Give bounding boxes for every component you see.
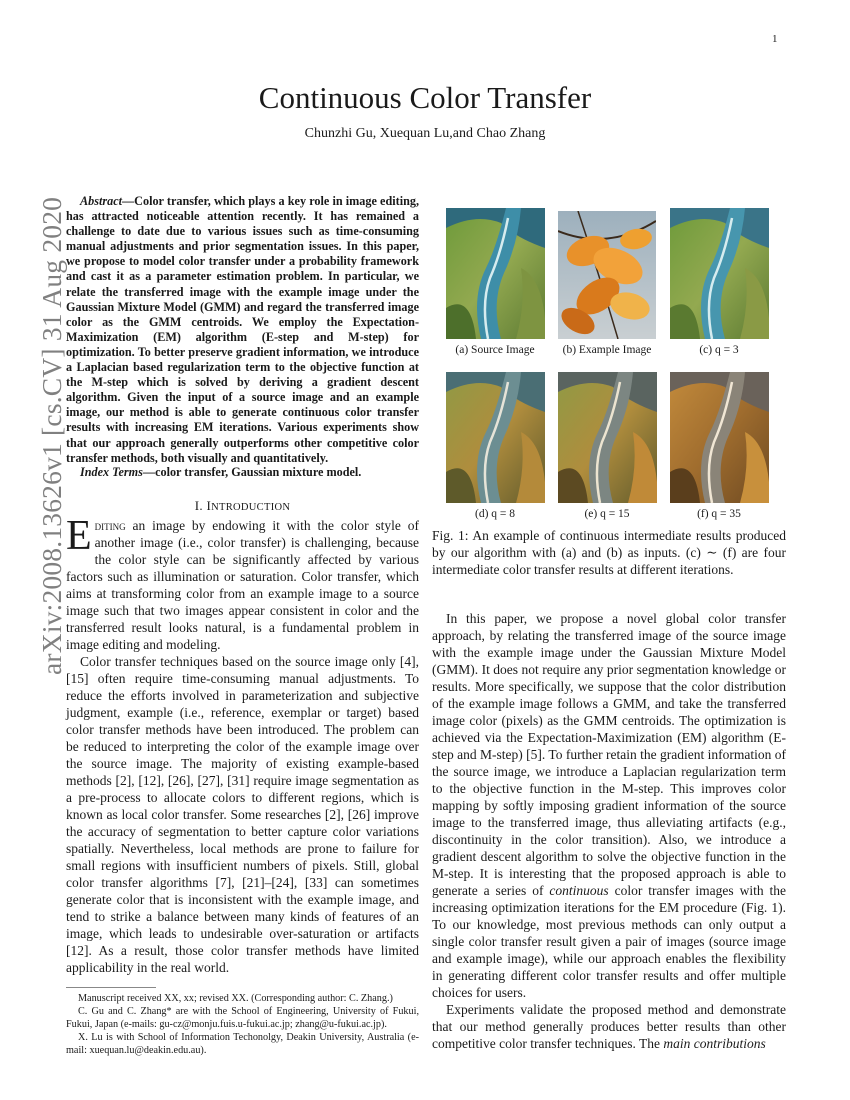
subcaption-a: (a) Source Image	[455, 344, 535, 356]
section-title-rest: NTRODUCTION	[211, 502, 291, 513]
index-terms	[66, 465, 419, 480]
figure-image-q8	[446, 372, 545, 503]
intro-p1-rest: an image by endowing it with the color style of another image (i.e., color transfer) is challenging, because the color style can be significantly affected by various factors such as illumination or saturation. Color transfer, which aims at transforming color from an example image to a source image such that two images appear consistent in color and the transferred result looks natural, is a fundamental problem in image editing and modeling.	[66, 518, 419, 652]
right-paragraph-2	[432, 1001, 786, 1052]
subcaption-e: (e) q = 15	[584, 508, 630, 520]
right-p1-part-a: In this paper, we propose a novel global color transfer approach, by relating the transferred image of the source image with the example image under the Gaussian Mixture Model (GMM). It does not require any prior segmentation knowledge or results. More specifically, we suppose that the color distribution of the example image follows a GMM, and take the transferred image color (pixels) as the GMM centroids. The optimization is achieved via the Expectation-Maximization (EM) algorithm (E-step and M-step) [5]. To further retain the gradient information of the source image, we introduce a Laplacian regularization term to the objective function in the M-step. This improves color mapping by softly imposing gradient information of the source image to the transferred image, thus alleviating artifacts (e.g., discontinuity in the color transition). Also, we introduce a gradient descent algorithm to solve the objective function in the M-step. It is interesting that the proposed approach is able to generate a series of	[432, 611, 786, 898]
section-heading-introduction	[66, 498, 419, 514]
right-paragraph-1	[432, 610, 786, 1001]
introduction-text	[66, 513, 419, 976]
paper-authors: Chunzhi Gu, Xuequan Lu,and Chao Zhang	[304, 126, 546, 141]
footnotes	[66, 992, 419, 1057]
right-p1-part-b: color transfer images with the increasing optimization iterations for the EM procedure (Fig. 1). To our knowledge, most previous methods can only output a single color transfer result given a pair of images (source image and example image), while our approach enables the flexibility in generating different color transfer results and offer multiple choices for users.	[432, 883, 786, 1000]
footnote: Manuscript received XX, xx; revised XX. (Corresponding author: C. Zhang.)	[78, 993, 393, 1004]
abstract-text: —Color transfer, which plays a key role in image editing, has attracted noticeable attention recently. It has remained a challenge to date due to various issues such as time-consuming manual adjustments and prior segmentation issues. In this paper, we propose to model color transfer under a probability framework and cast it as a parameter estimation problem. In particular, we relate the transferred image with the example image under the Gaussian Mixture Model (GMM) and regard the transferred image color as the GMM centroids. We employ the Expectation-Maximization (EM) algorithm (E-step and M-step) for optimization. To better preserve gradient information, we introduce a Laplacian based regularization term to the objective function at the M-step which is solved by deriving a gradient descent algorithm. Given the input of a source image and an example image, our method is able to generate continuous color transfer results with increasing EM iterations. Various experiments show that our approach generally outperforms other competitive color transfer methods, both visually and quantitatively.	[66, 194, 419, 465]
subcaption-b: (b) Example Image	[562, 344, 652, 356]
figure-image-q15	[558, 372, 657, 503]
arxiv-identifier: arXiv:2008.13626v1 [cs.CV] 31 Aug 2020	[36, 196, 67, 675]
footnote-rule	[66, 987, 156, 988]
figure-image-example	[558, 211, 656, 339]
right-p2-part-a: Experiments validate the proposed method and demonstrate that our method generally produces better results than other competitive color transfer techniques. The	[432, 1002, 786, 1051]
figure-caption: Fig. 1: An example of continuous intermediate results produced by our algorithm with (a) and (b) as inputs. (c) ∼ (f) are four intermediate color transfer results at different iterations.	[432, 528, 786, 577]
subcaption-c: (c) q = 3	[699, 344, 739, 356]
right-p2-emphasis: main contributions	[663, 1036, 766, 1051]
intro-paragraph-1	[66, 513, 419, 653]
index-terms-label: Index Terms	[80, 465, 143, 479]
section-title-initial: I	[206, 498, 212, 513]
footnote: X. Lu is with School of Information Techonolgy, Deakin University, Australia (e-mail: xuequan.lu@deakin.edu.au).	[66, 1032, 419, 1056]
subcaption-d: (d) q = 8	[474, 508, 516, 520]
section-numeral: I.	[194, 498, 203, 513]
intro-first-word: diting	[94, 518, 126, 533]
page-number: 1	[772, 33, 778, 45]
right-p1-emphasis: continuous	[549, 883, 609, 898]
abstract	[66, 194, 419, 466]
figure-image-q35	[670, 372, 769, 503]
dropcap-letter: E	[66, 513, 92, 559]
footnote: C. Gu and C. Zhang* are with the School of Engineering, University of Fukui, Fukui, Japan (e-mails: gu-cz@monju.fuis.u-fukui.ac.jp; zhang@u-fukui.ac.jp).	[66, 1006, 419, 1030]
figure-image-source	[446, 208, 545, 339]
right-column-text	[432, 610, 786, 1052]
index-terms-text: —color transfer, Gaussian mixture model.	[142, 465, 362, 479]
intro-paragraph-2: Color transfer techniques based on the source image only [4], [15] often require time-consuming manual adjustments. To reduce the efforts involved in parameterization and subjective judgment, example (i.e., reference, exemplar or target) based color transfer methods have been introduced. The problem can be reduced to interpreting the color of the example image over the source image. The majority of existing example-based methods [2], [12], [26], [27], [31] require image segmentation as a pre-process to allocate colors to different regions, which is known as local color transfer. Some researches [2], [26] improve the accuracy of segmentation to better capture color variations spatially. Nevertheless, local methods are prone to failure for small regions with insufficient numbers of pixels. Still, global color transfer algorithms [7], [21]–[24], [33] can sometimes generate color that is inconsistent with the example image, and tend to strike a balance between many kinds of features of an image, which leads to undesirable over-saturation or artifacts [12]. As a result, those color transfer methods have limited applicability in the real world.	[66, 654, 419, 975]
figure-image-q3	[670, 208, 769, 339]
subcaption-f: (f) q = 35	[697, 508, 741, 520]
paper-title: Continuous Color Transfer	[258, 80, 592, 115]
abstract-label: Abstract	[80, 194, 122, 208]
